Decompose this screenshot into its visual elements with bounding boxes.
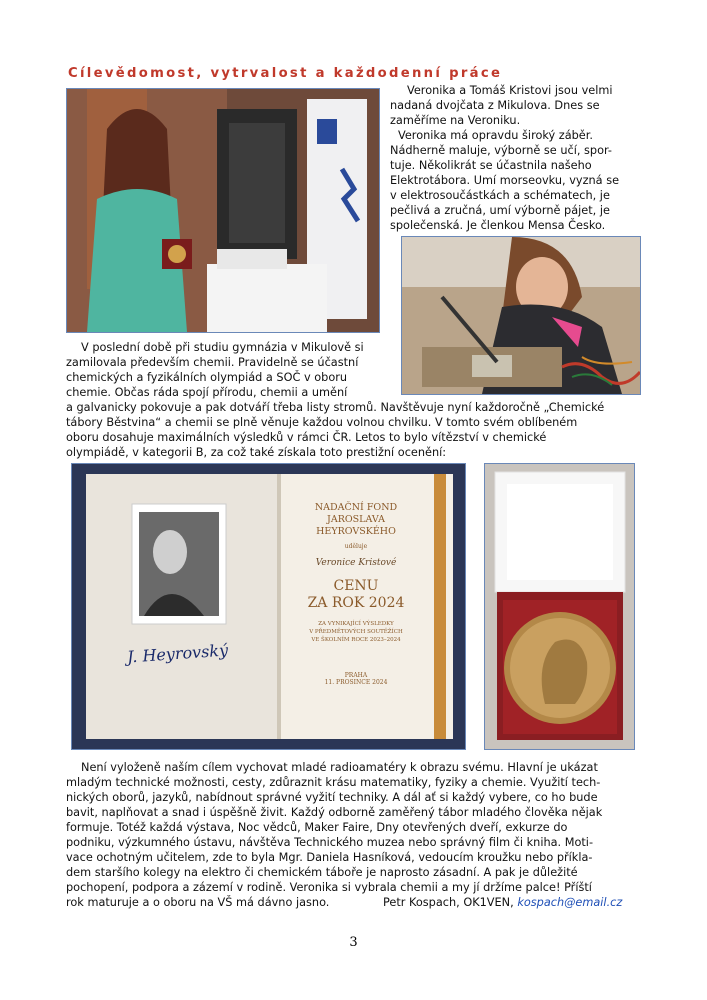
text-left-line: zamilovala především chemii. Pravidelně se účastní — [66, 356, 359, 369]
cert-fund-line: JAROSLAVA — [327, 514, 385, 525]
text-right-line: Veronika má opravdu široký záběr. — [398, 129, 593, 142]
photo-veronika-award — [66, 88, 380, 333]
cert-date: 11. PROSINCE 2024 — [324, 679, 388, 686]
cert-fund-line: NADAČNÍ FOND — [314, 502, 398, 513]
text-right-line: Nádherně maluje, výborně se učí, spor- — [390, 144, 612, 157]
article-heading: Cílevědomost, vytrvalost a každodenní práce — [68, 66, 503, 81]
cert-recipient: Veronice Kristové — [315, 558, 397, 568]
cert-fund-line: HEYROVSKÉHO — [316, 526, 396, 537]
text-full-line: oboru dosahuje maximálních výsledků v rámci ČR. Letos to bylo vítězství v chemické — [66, 431, 547, 444]
award-photo-graphic — [67, 89, 379, 332]
text-left-line: chemie. Občas ráda spojí přírodu, chemii a umění — [66, 386, 348, 399]
cert-reason: VE ŠKOLNÍM ROCE 2023–2024 — [311, 637, 401, 643]
text-full-line: formuje. Totéž každá výstava, Noc vědců, Maker Faire, Dny otevřených dveří, exkurze do — [66, 821, 568, 834]
text-full-line: a galvanicky pokovuje a pak dotváří třeba listy stromů. Navštěvuje nyní každoročně „Chemické — [66, 401, 605, 414]
text-full-line: mladým technické možnosti, cesty, zdůraznit krásu matematiky, fyziky a chemie. Využití tech- — [66, 776, 601, 789]
text-right-line: nadaná dvojčata z Mikulova. Dnes se — [390, 99, 600, 112]
photo-veronika-soldering — [401, 236, 641, 395]
text-last-line: rok maturuje a o oboru na VŠ má dávno jasno. — [66, 896, 330, 909]
signature: J. Heyrovský — [126, 640, 229, 667]
text-full-line: nických oborů, jazyků, nabídnout správné vyžití techniky. A dál ať si každý vybere, co ho bude — [66, 791, 598, 804]
author-name: Petr Kospach, OK1VEN, — [383, 896, 514, 909]
text-full-line: podniku, výzkumného ústavu, návštěva Technického muzea nebo správný film či kniha. Moti- — [66, 836, 594, 849]
text-full-line: olympiádě, v kategorii B, za což také získala toto prestižní ocenění: — [66, 446, 447, 459]
text-full-line: pochopení, podpora a zázemí v rodině. Veronika si vybrala chemii a my jí držíme palce! Příští — [66, 881, 592, 894]
text-full-line: Není vyloženě naším cílem vychovat mladé radioamatéry k obrazu svému. Hlavní je ukázat — [81, 761, 598, 774]
author-email-link[interactable]: kospach@email.cz — [517, 896, 623, 909]
certificate-text — [281, 502, 431, 686]
text-left-line: V poslední době při studiu gymnázia v Mikulově si — [81, 341, 364, 354]
text-full-line: dem staršího kolegy na elektro či chemickém táboře je naprosto zásadní. A pak je důležité — [66, 866, 578, 879]
cert-prize: ZA ROK 2024 — [307, 595, 405, 611]
text-right-line: pečlivá a zručná, umí výborně pájet, je — [390, 204, 610, 217]
text-right-line: v elektrosoučástkách a schématech, je — [390, 189, 610, 202]
text-full-line: vace ochotným učitelem, zde to byla Mgr. Daniela Hasníková, vedoucím kroužku nebo příkla- — [66, 851, 593, 864]
page-number: 3 — [349, 935, 358, 950]
photo-medal — [484, 463, 635, 750]
author-signature — [383, 895, 622, 910]
soldering-photo-graphic — [402, 237, 640, 394]
medal-graphic — [485, 464, 634, 749]
photo-certificate — [71, 463, 466, 750]
text-right-line: zaměříme na Veroniku. — [390, 114, 521, 127]
text-right-line: Elektrotábora. Umí morseovku, vyzná se — [390, 174, 620, 187]
cert-reason: V PŘEDMĚTOVÝCH SOUTĚŽÍCH — [309, 629, 403, 635]
text-full-line: tábory Běstvina“ a chemii se plně věnuje každou volnou chvilku. V tomto svém oblíbeném — [66, 416, 578, 429]
cert-city: PRAHA — [344, 672, 368, 679]
cert-udeluje: uděluje — [344, 543, 368, 550]
text-right-line: společenská. Je členkou Mensa Česko. — [390, 219, 606, 232]
cert-reason: ZA VYNIKAJÍCÍ VÝSLEDKY — [318, 621, 394, 627]
text-full-line: bavit, naplňovat a snad i úspěšně živit. Každý odborně zaměřený tábor mladého člověka nějak — [66, 806, 603, 819]
cert-prize: CENU — [333, 578, 379, 594]
text-left-line: chemických a fyzikálních olympiád a SOČ v oboru — [66, 371, 348, 384]
text-right-line: Veronika a Tomáš Kristovi jsou velmi — [407, 84, 613, 97]
text-right-line: tuje. Několikrát se účastnila našeho — [390, 159, 592, 172]
